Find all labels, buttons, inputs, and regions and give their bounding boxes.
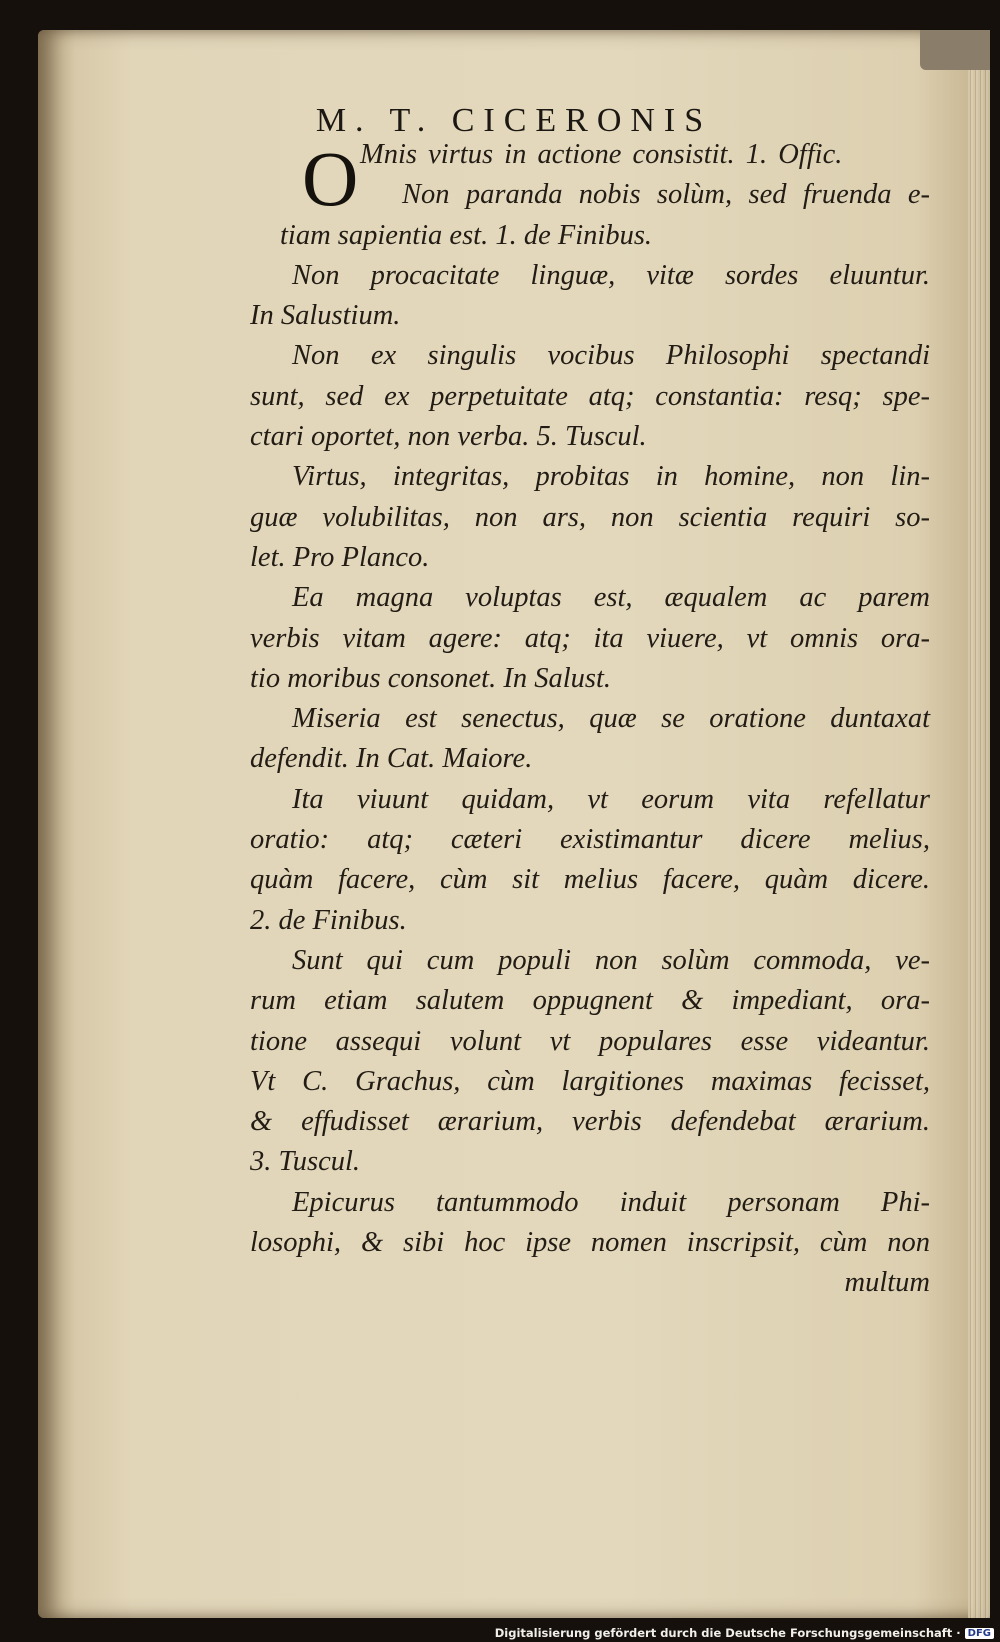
text-line: Non procacitate linguæ, vitæ sordes eluuntur. (292, 259, 930, 291)
running-header: M. T. CICERONIS (315, 102, 713, 139)
drop-cap: O (302, 135, 359, 222)
text-line: quàm facere, cùm sit melius facere, quàm dicere. (250, 864, 930, 896)
text-line: Virtus, integritas, probitas in homine, non lin- (292, 461, 930, 493)
text-line: In Salustium. (250, 300, 401, 332)
dfg-logo: DFG (965, 1628, 994, 1639)
text-line: oratio: atq; cæteri existimantur dicere melius, (250, 824, 930, 856)
text-line: losophi, & sibi hoc ipse nomen inscripsit, cùm non (250, 1227, 930, 1259)
text-line: Mnis virtus in actione consistit. 1. Offic. (360, 139, 843, 170)
page-edge (968, 30, 990, 1618)
text-line: sunt, sed ex perpetuitate atq; constantia: resq; spe- (250, 380, 930, 412)
text-line: Non ex singulis vocibus Philosophi spectandi (292, 340, 930, 372)
text-line: Vt C. Grachus, cùm largitiones maximas fecisset, (250, 1065, 930, 1097)
text-line: Sunt qui cum populi non solùm commoda, ve- (292, 944, 930, 976)
text-line: tio moribus consonet. In Salust. (250, 662, 611, 694)
text-line: defendit. In Cat. Maiore. (250, 743, 533, 775)
text-line: guæ volubilitas, non ars, non scientia requiri so- (250, 501, 930, 533)
text-line: Miseria est senectus, quæ se oratione duntaxat (292, 703, 930, 735)
catchword: multum (844, 1267, 930, 1299)
text-line: verbis vitam agere: atq; ita viuere, vt omnis ora- (250, 622, 930, 654)
text-line: Non paranda nobis solùm, sed fruenda e- (402, 179, 930, 211)
text-line: & effudisset ærarium, verbis defendebat ærarium. (250, 1106, 930, 1138)
text-line: 2. de Finibus. (250, 904, 407, 936)
text-line: rum etiam salutem oppugnent & impediant, ora- (250, 985, 930, 1017)
text-line: Ita viuunt quidam, vt eorum vita refellatur (292, 783, 930, 815)
corner-tab (920, 30, 990, 70)
credit-text: Digitalisierung gefördert durch die Deutsche Forschungsgemeinschaft · (494, 1626, 961, 1640)
body-text (250, 135, 930, 1304)
text-line: tione assequi volunt vt populares esse videantur. (250, 1025, 930, 1057)
text-line: Ea magna voluptas est, æqualem ac parem (292, 582, 930, 614)
digitization-credit (495, 1626, 994, 1640)
text-line: 3. Tuscul. (250, 1146, 361, 1178)
text-line: Epicurus tantummodo induit personam Phi- (292, 1186, 930, 1218)
text-line: let. Pro Planco. (250, 541, 430, 573)
text-line: tiam sapientia est. 1. de Finibus. (280, 219, 653, 251)
text-line: ctari oportet, non verba. 5. Tuscul. (250, 421, 647, 453)
